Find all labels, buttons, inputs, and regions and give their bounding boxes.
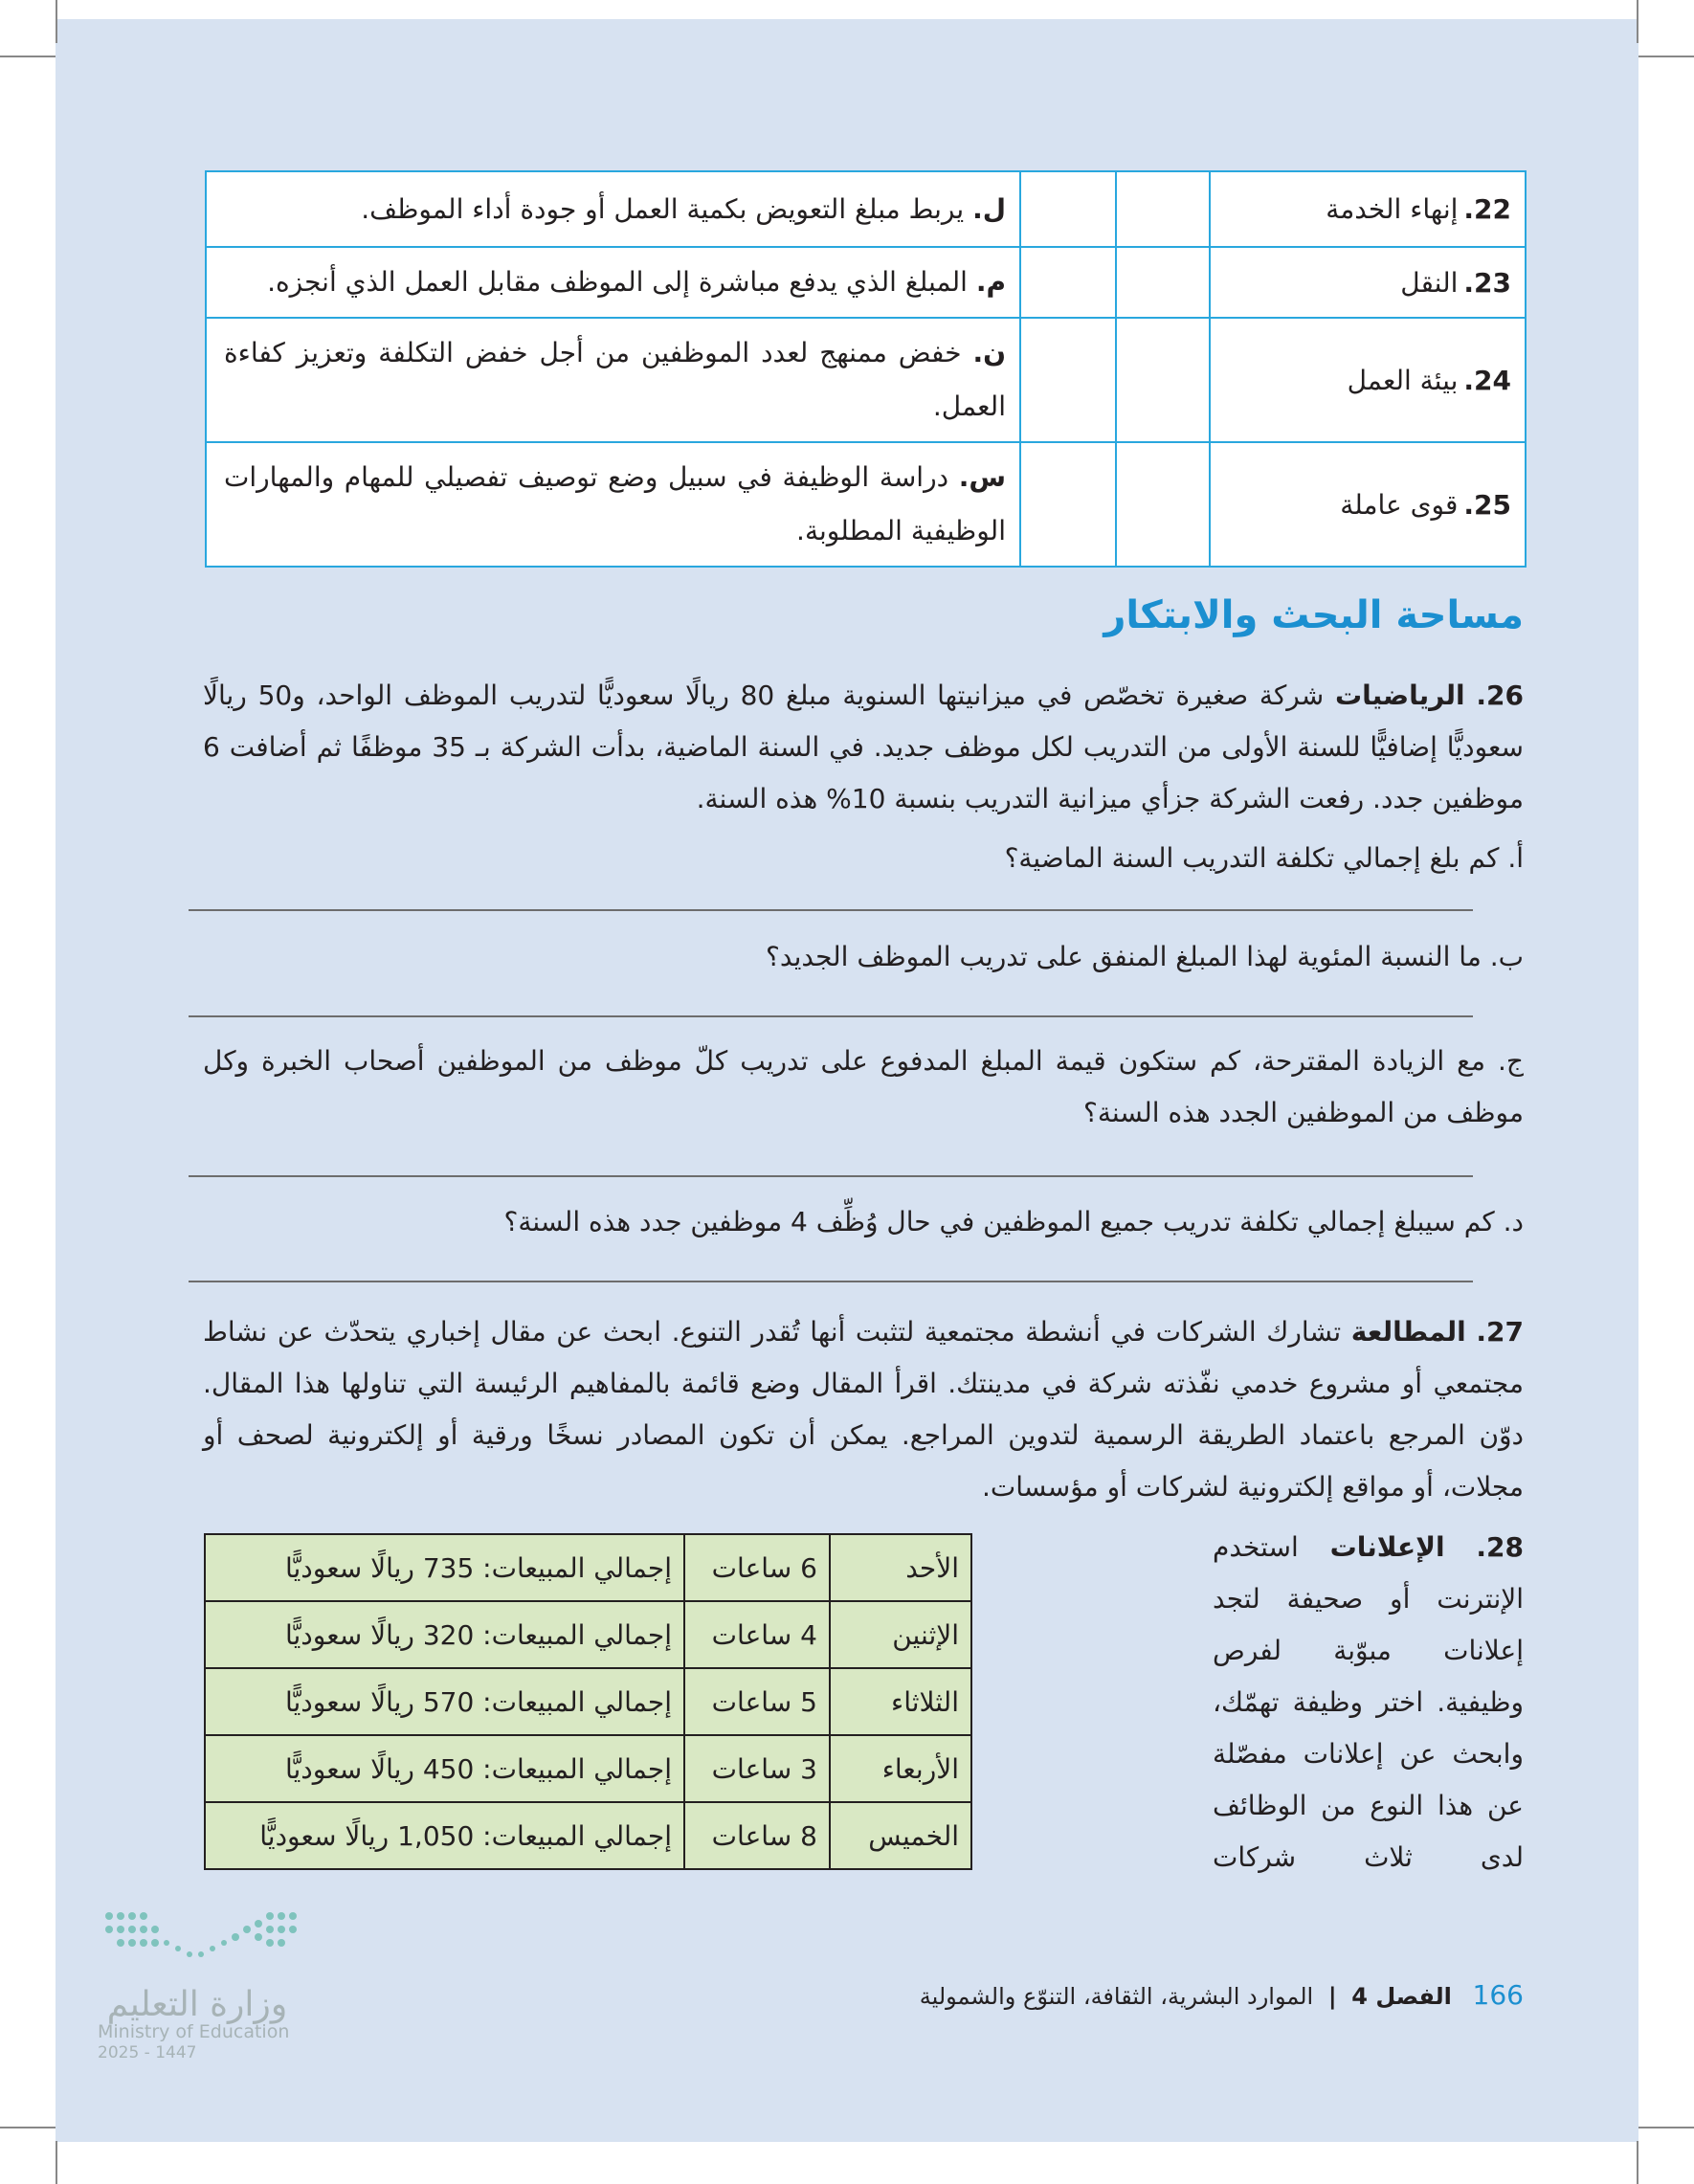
question-26-c: ج. مع الزيادة المقترحة، كم ستكون قيمة المبلغ المدفوع على تدريب كلّ موظف من الموظفين أصحاب الخبرة وكل موظف من الموظفين الجدد هذه السنة؟ xyxy=(203,1045,1524,1128)
table-row xyxy=(206,171,1526,247)
term-cell xyxy=(1210,247,1526,318)
matching-table xyxy=(205,170,1527,568)
total-cell: إجمالي المبيعات: 450 ريالًا سعوديًّا xyxy=(205,1735,684,1802)
crop-mark xyxy=(1637,0,1638,43)
section-title: مساحة البحث والابتكار xyxy=(1103,593,1524,637)
chapter-title: الموارد البشرية، الثقافة، التنوّع والشمولية xyxy=(919,1983,1314,2010)
table-row xyxy=(206,247,1526,318)
question-text: شركة صغيرة تخصّص في ميزانيتها السنوية مبلغ 80 ريالًا سعوديًّا لتدريب الموظف الواحد، و50 ريالًا سعوديًّا إضافيًّا للسنة الأولى من التدريب لكل موظف جديد. في السنة الماضية، بدأت الشركة بـ 35 موظفًا ثم أضافت 6 موظفين جدد. رفعت الشركة جزأي ميزانية التدريب بنسبة 10% هذه السنة. xyxy=(203,680,1524,814)
question-label: الرياضيات xyxy=(1334,680,1465,711)
page-number: 166 xyxy=(1472,1979,1524,2011)
answer-cell[interactable] xyxy=(1020,442,1116,567)
answer-line[interactable] xyxy=(189,909,1473,911)
crop-mark xyxy=(56,2141,57,2184)
term-text: قوى عاملة xyxy=(1340,488,1459,521)
definition-letter: م. xyxy=(975,266,1006,298)
crop-mark xyxy=(1638,2127,1694,2128)
sales-table xyxy=(204,1533,972,1870)
day-cell: الأحد xyxy=(830,1534,971,1601)
footer-separator: | xyxy=(1327,1983,1337,2010)
question-26-d: د. كم سيبلغ إجمالي تكلفة تدريب جميع الموظفين في حال وُظِّف 4 موظفين جدد هذه السنة؟ xyxy=(503,1206,1524,1237)
answer-line[interactable] xyxy=(189,1281,1473,1282)
table-row xyxy=(205,1534,971,1601)
hours-cell: 8 ساعات xyxy=(684,1802,830,1869)
total-cell: إجمالي المبيعات: 1,050 ريالًا سعوديًّا xyxy=(205,1802,684,1869)
chapter-label: الفصل 4 xyxy=(1351,1983,1452,2010)
question-number: 27. xyxy=(1476,1316,1525,1348)
question-number: 28. xyxy=(1476,1531,1524,1563)
definition-cell xyxy=(206,442,1020,567)
table-row xyxy=(205,1735,971,1802)
answer-cell[interactable] xyxy=(1020,247,1116,318)
answer-cell[interactable] xyxy=(1116,442,1210,567)
definition-cell xyxy=(206,171,1020,247)
hours-cell: 3 ساعات xyxy=(684,1735,830,1802)
question-26-b: ب. ما النسبة المئوية لهذا المبلغ المنفق على تدريب الموظف الجديد؟ xyxy=(766,941,1524,972)
question-number: 26. xyxy=(1476,680,1524,711)
hours-cell: 5 ساعات xyxy=(684,1668,830,1735)
definition-letter: ن. xyxy=(972,337,1006,368)
hours-cell: 4 ساعات xyxy=(684,1601,830,1668)
day-cell: الإثنين xyxy=(830,1601,971,1668)
item-number: 22. xyxy=(1463,193,1511,225)
question-text: استخدم الإنترنت أو صحيفة لتجد إعلانات مبوّبة لفرص وظيفية. اختر وظيفة تهمّك، وابحث عن إعلانات مفصّلة عن هذا النوع من الوظائف لدى ثلاث شركات xyxy=(1213,1531,1524,1873)
table-row xyxy=(205,1802,971,1869)
item-number: 24. xyxy=(1463,364,1511,396)
answer-line[interactable] xyxy=(189,1015,1473,1017)
day-cell: الخميس xyxy=(830,1802,971,1869)
question-label: المطالعة xyxy=(1350,1316,1466,1348)
definition-text: يربط مبلغ التعويض بكمية العمل أو جودة أداء الموظف. xyxy=(361,192,965,225)
ministry-english-name: Ministry of Education xyxy=(98,2021,290,2042)
total-cell: إجمالي المبيعات: 570 ريالًا سعوديًّا xyxy=(205,1668,684,1735)
ministry-arabic-name: وزارة التعليم xyxy=(106,1985,288,2024)
crop-mark xyxy=(0,56,56,57)
term-text: إنهاء الخدمة xyxy=(1326,193,1459,225)
definition-cell xyxy=(206,318,1020,442)
table-row xyxy=(205,1668,971,1735)
answer-cell[interactable] xyxy=(1116,171,1210,247)
total-cell: إجمالي المبيعات: 320 ريالًا سعوديًّا xyxy=(205,1601,684,1668)
crop-mark xyxy=(0,2127,56,2128)
table-row xyxy=(206,318,1526,442)
question-27 xyxy=(203,1306,1524,1513)
term-text: النقل xyxy=(1400,266,1459,299)
answer-cell[interactable] xyxy=(1020,171,1116,247)
answer-cell[interactable] xyxy=(1116,247,1210,318)
term-cell xyxy=(1210,171,1526,247)
crop-mark xyxy=(1638,56,1694,57)
definition-text: دراسة الوظيفة في سبيل وضع توصيف تفصيلي للمهام والمهارات الوظيفية المطلوبة. xyxy=(224,461,1006,546)
answer-line[interactable] xyxy=(189,1175,1473,1177)
question-26-a: أ. كم بلغ إجمالي تكلفة التدريب السنة الماضية؟ xyxy=(1004,842,1524,874)
crop-mark xyxy=(1637,2141,1638,2184)
item-number: 25. xyxy=(1463,488,1511,521)
definition-text: خفض ممنهج لعدد الموظفين من أجل خفض التكلفة وتعزيز كفاءة العمل. xyxy=(224,337,1006,422)
term-cell xyxy=(1210,442,1526,567)
question-26 xyxy=(203,670,1524,825)
term-text: بيئة العمل xyxy=(1347,364,1459,396)
question-label: الإعلانات xyxy=(1329,1531,1445,1563)
day-cell: الأربعاء xyxy=(830,1735,971,1802)
definition-letter: س. xyxy=(958,461,1006,493)
page-footer xyxy=(920,1979,1524,2011)
answer-cell[interactable] xyxy=(1020,318,1116,442)
definition-letter: ل. xyxy=(972,192,1006,225)
ministry-year: 2025 - 1447 xyxy=(98,2043,197,2062)
definition-cell xyxy=(206,247,1020,318)
crop-mark xyxy=(56,0,57,43)
ministry-logo xyxy=(92,1906,312,2062)
term-cell xyxy=(1210,318,1526,442)
dots-logo-icon xyxy=(101,1906,302,1983)
table-row xyxy=(206,442,1526,567)
question-text: تشارك الشركات في أنشطة مجتمعية لتثبت أنها تُقدر التنوع. ابحث عن مقال إخباري يتحدّث عن نشاط مجتمعي أو مشروع خدمي نفّذته شركة في مدينتك. اقرأ المقال وضع قائمة بالمفاهيم الرئيسة التي تناولها هذا المقال. دوّن المرجع باعتماد الطريقة الرسمية لتدوين المراجع. يمكن أن تكون المصادر نسخًا ورقية أو إلكترونية لصحف أو مجلات، أو مواقع إلكترونية لشركات أو مؤسسات. xyxy=(203,1316,1524,1503)
table-row xyxy=(205,1601,971,1668)
question-28 xyxy=(1213,1522,1524,1883)
day-cell: الثلاثاء xyxy=(830,1668,971,1735)
answer-cell[interactable] xyxy=(1116,318,1210,442)
hours-cell: 6 ساعات xyxy=(684,1534,830,1601)
item-number: 23. xyxy=(1463,266,1511,299)
total-cell: إجمالي المبيعات: 735 ريالًا سعوديًّا xyxy=(205,1534,684,1601)
definition-text: المبلغ الذي يدفع مباشرة إلى الموظف مقابل العمل الذي أنجزه. xyxy=(267,266,968,298)
